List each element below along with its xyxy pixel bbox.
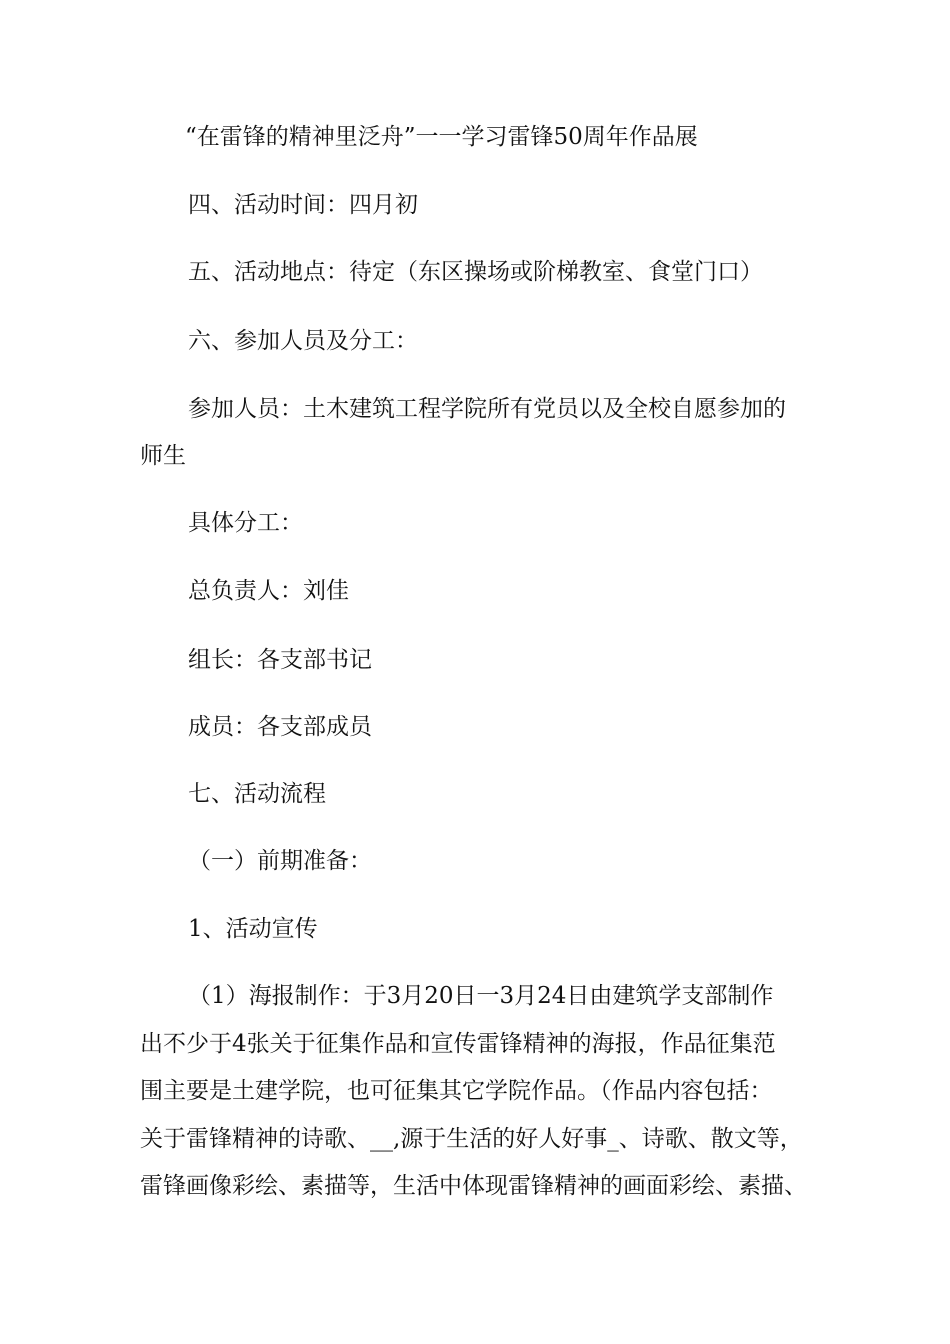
activity-location-line: 五、活动地点：待定（东区操场或阶梯教室、食堂门口） — [188, 259, 763, 285]
participants-line-continued: 师生 — [140, 443, 186, 469]
process-heading: 七、活动流程 — [188, 781, 326, 807]
poster-paragraph-line-1: （1）海报制作：于3月20日一3月24日由建筑学支部制作 — [188, 983, 774, 1009]
poster-paragraph-line-4: 关于雷锋精神的诗歌、__,源于生活的好人好事_、诗歌、散文等， — [140, 1126, 803, 1152]
publicity-heading: 1、活动宣传 — [188, 916, 318, 942]
preparation-heading: （一）前期准备： — [188, 848, 372, 874]
members-line: 成员：各支部成员 — [188, 714, 372, 740]
participants-heading: 六、参加人员及分工： — [188, 328, 418, 354]
group-leader-line: 组长：各支部书记 — [188, 647, 372, 673]
exhibition-title-line: “在雷锋的精神里泛舟”一一学习雷锋50周年作品展 — [185, 124, 698, 150]
participants-line: 参加人员：土木建筑工程学院所有党员以及全校自愿参加的 — [188, 396, 786, 422]
poster-paragraph-line-2: 出不少于4张关于征集作品和宣传雷锋精神的海报，作品征集范 — [140, 1031, 776, 1057]
poster-paragraph-line-5: 雷锋画像彩绘、素描等，生活中体现雷锋精神的画面彩绘、素描、 — [140, 1173, 807, 1199]
chief-responsible-line: 总负责人：刘佳 — [188, 578, 349, 604]
poster-paragraph-line-3: 围主要是土建学院，也可征集其它学院作品。（作品内容包括： — [140, 1078, 773, 1104]
activity-time-line: 四、活动时间：四月初 — [188, 192, 418, 218]
division-heading: 具体分工： — [188, 510, 303, 536]
